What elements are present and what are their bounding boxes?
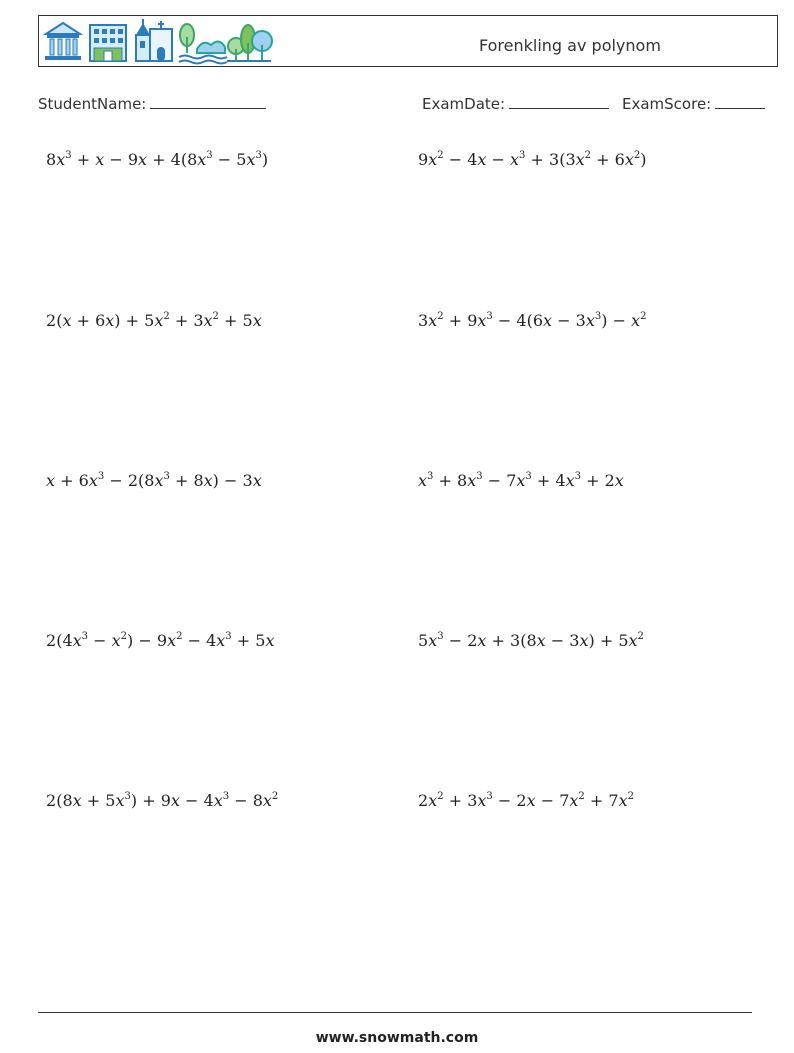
problem-7: $2(4x^3 - x^2) - 9x^2 - 4x^3 + 5x$	[46, 631, 275, 650]
student-name-blank[interactable]	[150, 92, 266, 109]
problem-8: $5x^3 - 2x + 3(8x - 3x) + 5x^2$	[418, 631, 644, 650]
problem-5: $x + 6x^3 - 2(8x^3 + 8x) - 3x$	[46, 471, 262, 490]
building-icon	[90, 25, 126, 61]
exam-date-blank[interactable]	[509, 92, 609, 109]
museum-icon	[45, 23, 81, 60]
student-name-label: StudentName:	[38, 95, 147, 113]
exam-score-label: ExamScore:	[622, 95, 712, 113]
park-trees-icon	[227, 25, 272, 61]
problem-1: $8x^3 + x - 9x + 4(8x^3 - 5x^3)$	[46, 150, 269, 169]
worksheet-header	[38, 15, 778, 67]
exam-score-blank[interactable]	[715, 92, 765, 109]
student-name-field[interactable]	[38, 92, 266, 113]
exam-date-field[interactable]	[422, 92, 609, 113]
exam-score-field[interactable]	[622, 92, 765, 113]
church-icon	[136, 19, 172, 61]
problem-4: $3x^2 + 9x^3 - 4(6x - 3x^3) - x^2$	[418, 311, 647, 330]
tree-river-icon	[179, 24, 227, 64]
exam-date-label: ExamDate:	[422, 95, 506, 113]
footer-divider	[38, 1012, 752, 1013]
problem-3: $2(x + 6x) + 5x^2 + 3x^2 + 5x$	[46, 311, 262, 330]
problem-9: $2(8x + 5x^3) + 9x - 4x^3 - 8x^2$	[46, 791, 279, 810]
header-icons	[43, 19, 273, 65]
worksheet-title: Forenkling av polynom	[479, 36, 661, 55]
problem-10: $2x^2 + 3x^3 - 2x - 7x^2 + 7x^2$	[418, 791, 634, 810]
problem-2: $9x^2 - 4x - x^3 + 3(3x^2 + 6x^2)$	[418, 150, 647, 169]
problem-6: $x^3 + 8x^3 - 7x^3 + 4x^3 + 2x$	[418, 471, 624, 490]
footer-website[interactable]: www.snowmath.com	[315, 1030, 479, 1046]
